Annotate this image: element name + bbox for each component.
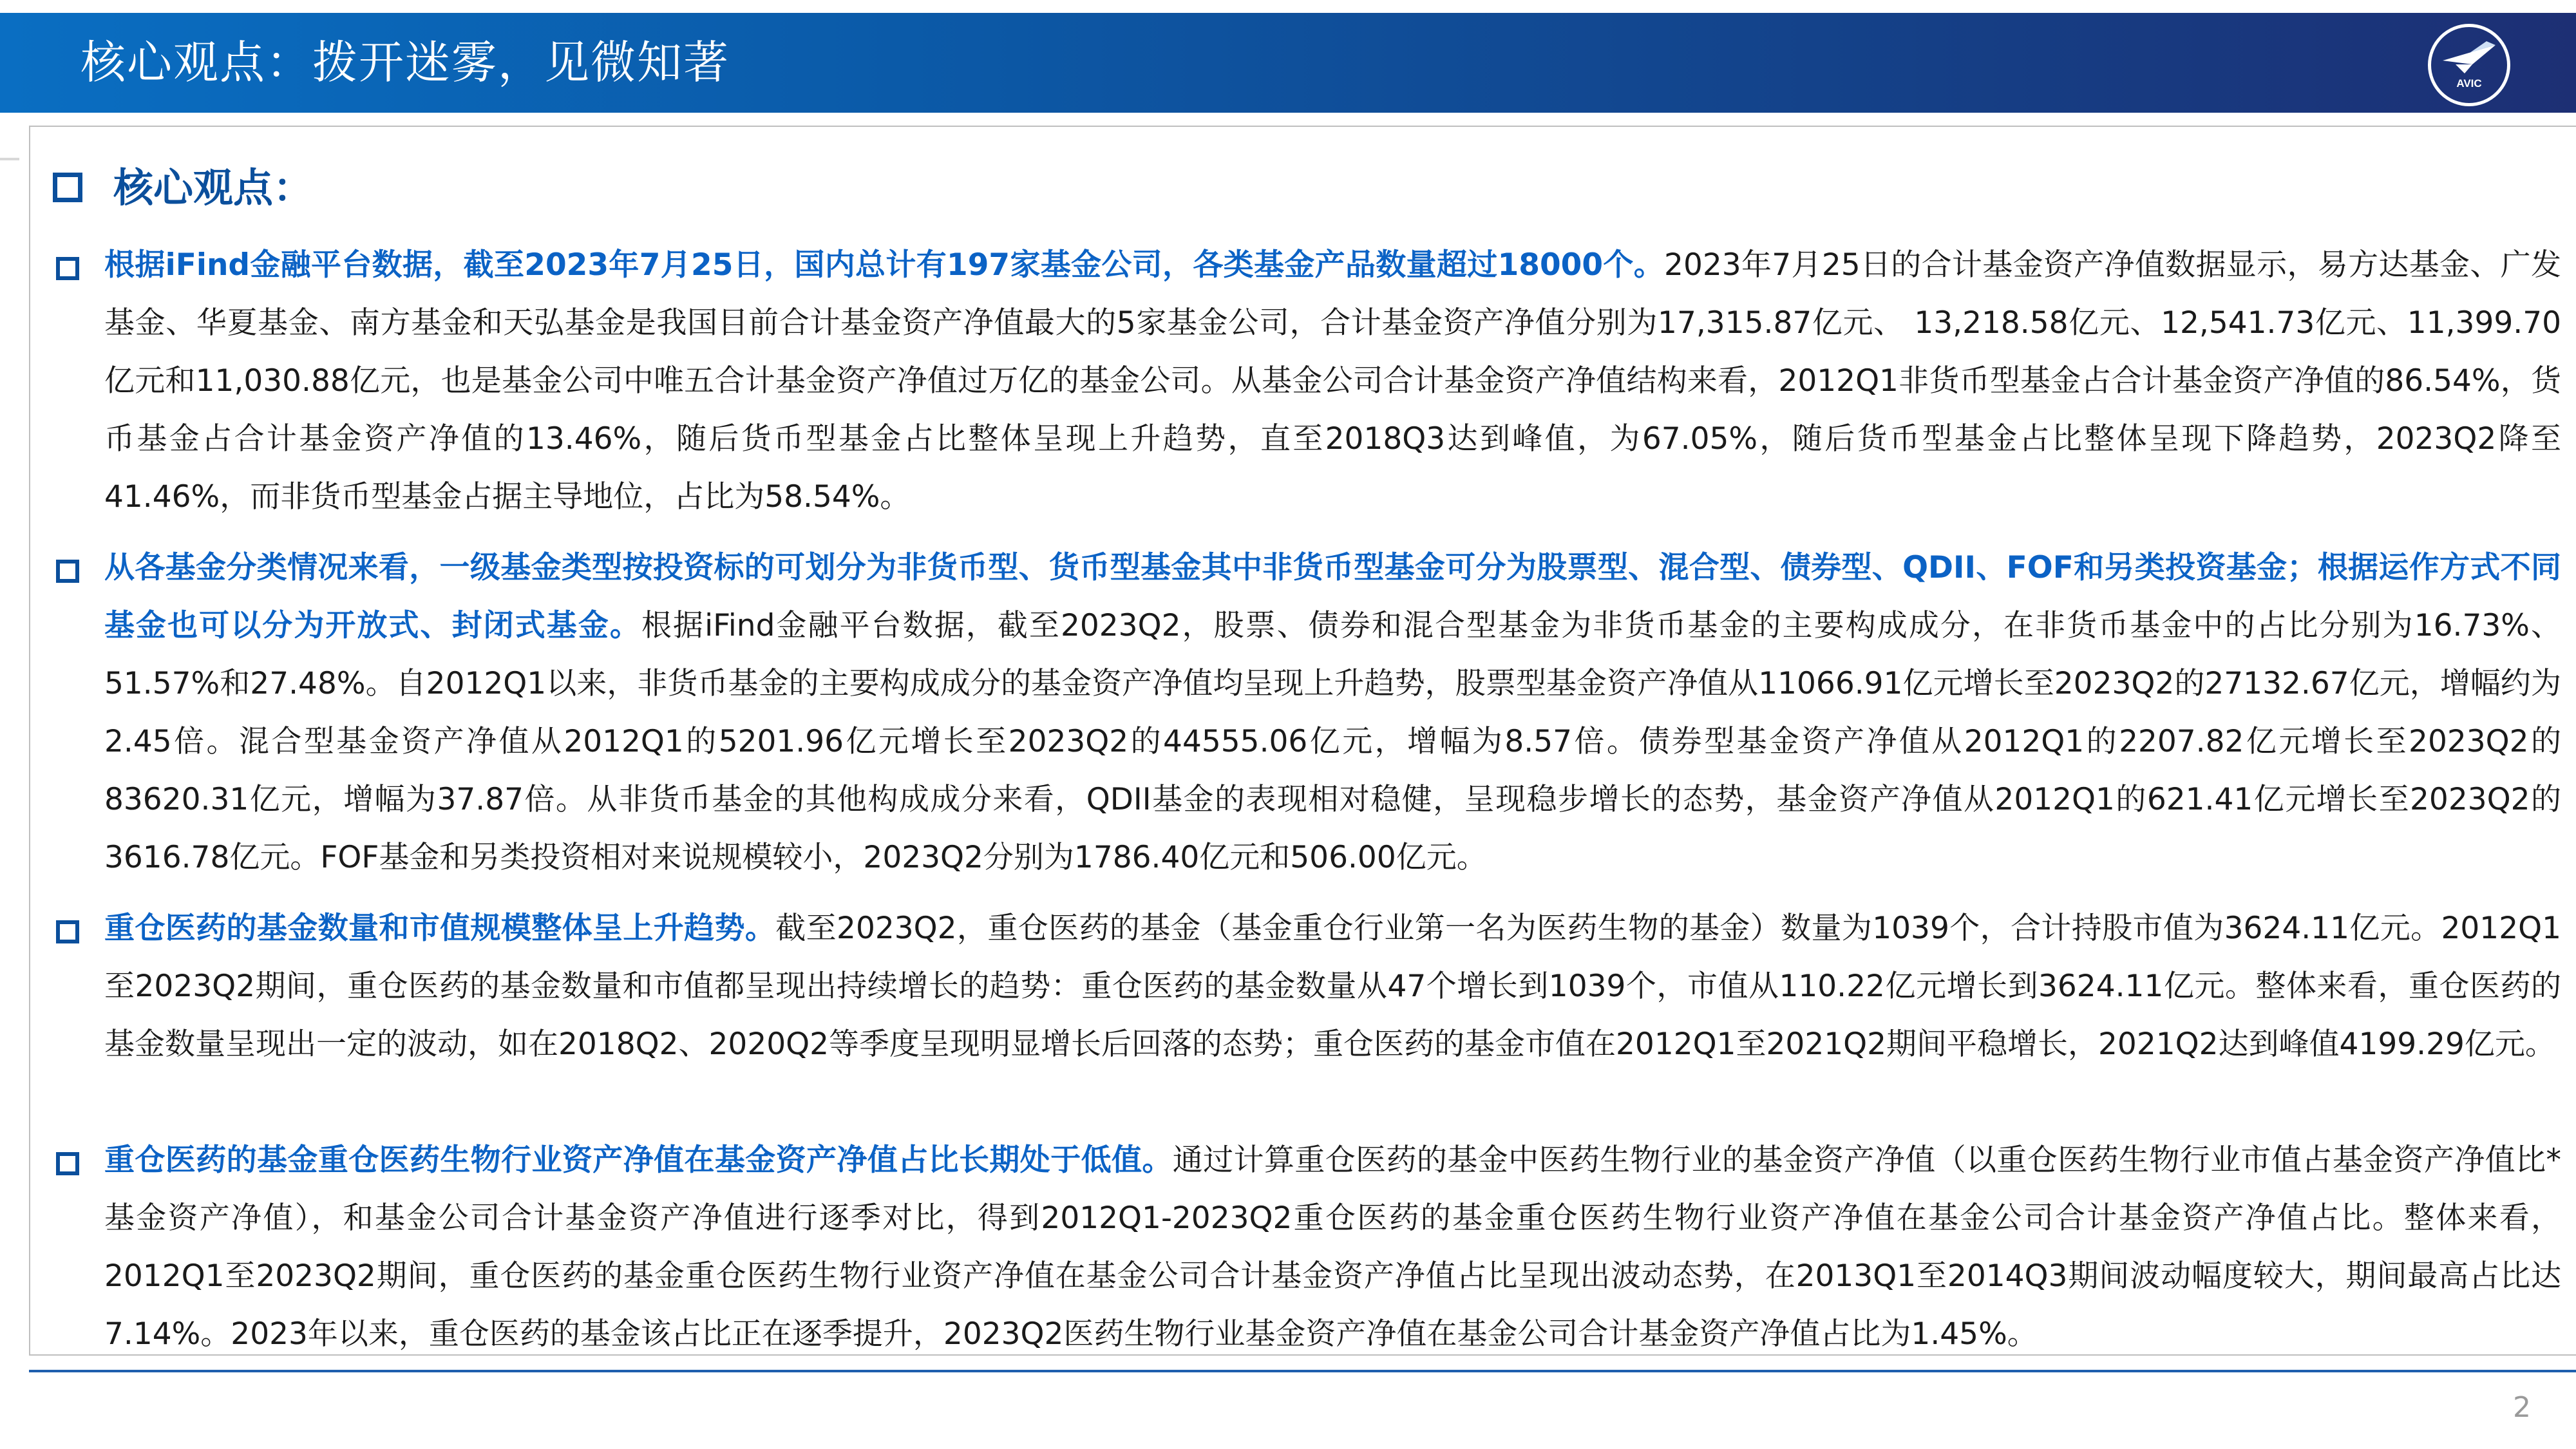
paragraph-lead: 重仓医药的基金重仓医药生物行业资产净值在基金资产净值占比长期处于低值。 — [104, 1142, 1173, 1178]
square-bullet-icon — [56, 920, 79, 943]
logo-text: AVIC — [2456, 77, 2482, 90]
page-number: 2 — [2513, 1391, 2531, 1424]
paragraph-1 — [104, 236, 2561, 526]
avic-logo-mark — [2431, 27, 2507, 103]
avic-logo-icon — [2428, 24, 2510, 106]
paragraph-lead: 根据iFind金融平台数据，截至2023年7月25日，国内总计有197家基金公司，各类基金产品数量超过18000个。 — [104, 247, 1665, 283]
paragraph-body: 根据iFind金融平台数据，截至2023Q2，股票、债券和混合型基金为非货币基金的主要构成成分，在非货币基金中的占比分别为16.73%、51.57%和27.48%。自2012Q1以来，非货币基金的主要构成成分的基金资产净值均呈现上升趋势，股票型基金资产净值从11066.91亿元增长至2023Q2的27132.67亿元，增幅约为2.45倍。混合型基金资产净值从2012Q1的5201.96亿元增长至2023Q2的44555.06亿元，增幅为8.57倍。债券型基金资产净值从2012Q1的2207.82亿元增长至2023Q2的83620.31亿元，增幅为37.87倍。从非货币基金的其他构成成分来看，QDII基金的表现相对稳健，呈现稳步增长的态势，基金资产净值从2012Q1的621.41亿元增长至2023Q2的3616.78亿元。FOF基金和另类投资相对来说规模较小，2023Q2分别为1786.40亿元和506.00亿元。 — [104, 608, 2561, 875]
square-bullet-icon — [56, 257, 79, 280]
paragraph-body: 2023年7月25日的合计基金资产净值数据显示，易方达基金、广发基金、华夏基金、南方基金和天弘基金是我国目前合计基金资产净值最大的5家基金公司，合计基金资产净值分别为17,315.87亿元、 13,218.58亿元、12,541.73亿元、11,399.70亿元和11,030.88亿元，也是基金公司中唯五合计基金资产净值过万亿的基金公司。从基金公司合计基金资产净值结构来看，2012Q1非货币型基金占合计基金资产净值的86.54%，货币基金占合计基金资产净值的13.46%，随后货币型基金占比整体呈现上升趋势，直至2018Q3达到峰值，为67.05%，随后货币型基金占比整体呈现下降趋势，2023Q2降至41.46%，而非货币型基金占据主导地位，占比为58.54%。 — [104, 247, 2561, 515]
paragraph-body: 截至2023Q2，重仓医药的基金（基金重仓行业第一名为医药生物的基金）数量为1039个，合计持股市值为3624.11亿元。2012Q1至2023Q2期间，重仓医药的基金数量和市值都呈现出持续增长的趋势：重仓医药的基金数量从47个增长到1039个，市值从110.22亿元增长到3624.11亿元。整体来看，重仓医药的基金数量呈现出一定的波动，如在2018Q2、2020Q2等季度呈现明显增长后回落的态势；重仓医药的基金市值在2012Q1至2021Q2期间平稳增长，2021Q2达到峰值4199.29亿元。 — [104, 911, 2561, 1062]
paragraph-2 — [104, 539, 2561, 887]
paragraph-body: 通过计算重仓医药的基金中医药生物行业的基金资产净值（以重仓医药生物行业市值占基金资产净值比*基金资产净值），和基金公司合计基金资产净值进行逐季对比，得到2012Q1-2023Q2重仓医药的基金重仓医药生物行业资产净值在基金公司合计基金资产净值占比。整体来看，2012Q1至2023Q2期间，重仓医药的基金重仓医药生物行业资产净值在基金公司合计基金资产净值占比呈现出波动态势，在2013Q1至2014Q3期间波动幅度较大，期间最高占比达7.14%。2023年以来，重仓医药的基金该占比正在逐季提升，2023Q2医药生物行业基金资产净值在基金公司合计基金资产净值占比为1.45%。 — [104, 1142, 2561, 1352]
square-bullet-icon — [56, 560, 79, 583]
square-bullet-icon — [56, 1152, 79, 1175]
section-heading — [53, 159, 313, 217]
checkbox-bullet-icon — [53, 173, 82, 202]
header-bar — [0, 13, 2576, 113]
section-heading-text: 核心观点： — [113, 164, 314, 211]
left-edge-marker — [0, 158, 19, 160]
page-title: 核心观点：拨开迷雾，见微知著 — [80, 36, 730, 89]
paragraph-3 — [104, 900, 2561, 1074]
paragraph-lead: 从各基金分类情况来看，一级基金类型按投资标的可划分为非货币型、货币型基金其中非货币型基金可分为股票型、混合型、债券型、QDII、FOF和另类投资基金；根据运作方式不同基金也可以分为开放式、封闭式基金。 — [104, 550, 2561, 643]
paragraph-lead: 重仓医药的基金数量和市值规模整体呈上升趋势。 — [104, 911, 776, 946]
content-panel — [29, 126, 2576, 1356]
footer-divider — [29, 1370, 2576, 1372]
paragraph-4 — [104, 1132, 2561, 1363]
